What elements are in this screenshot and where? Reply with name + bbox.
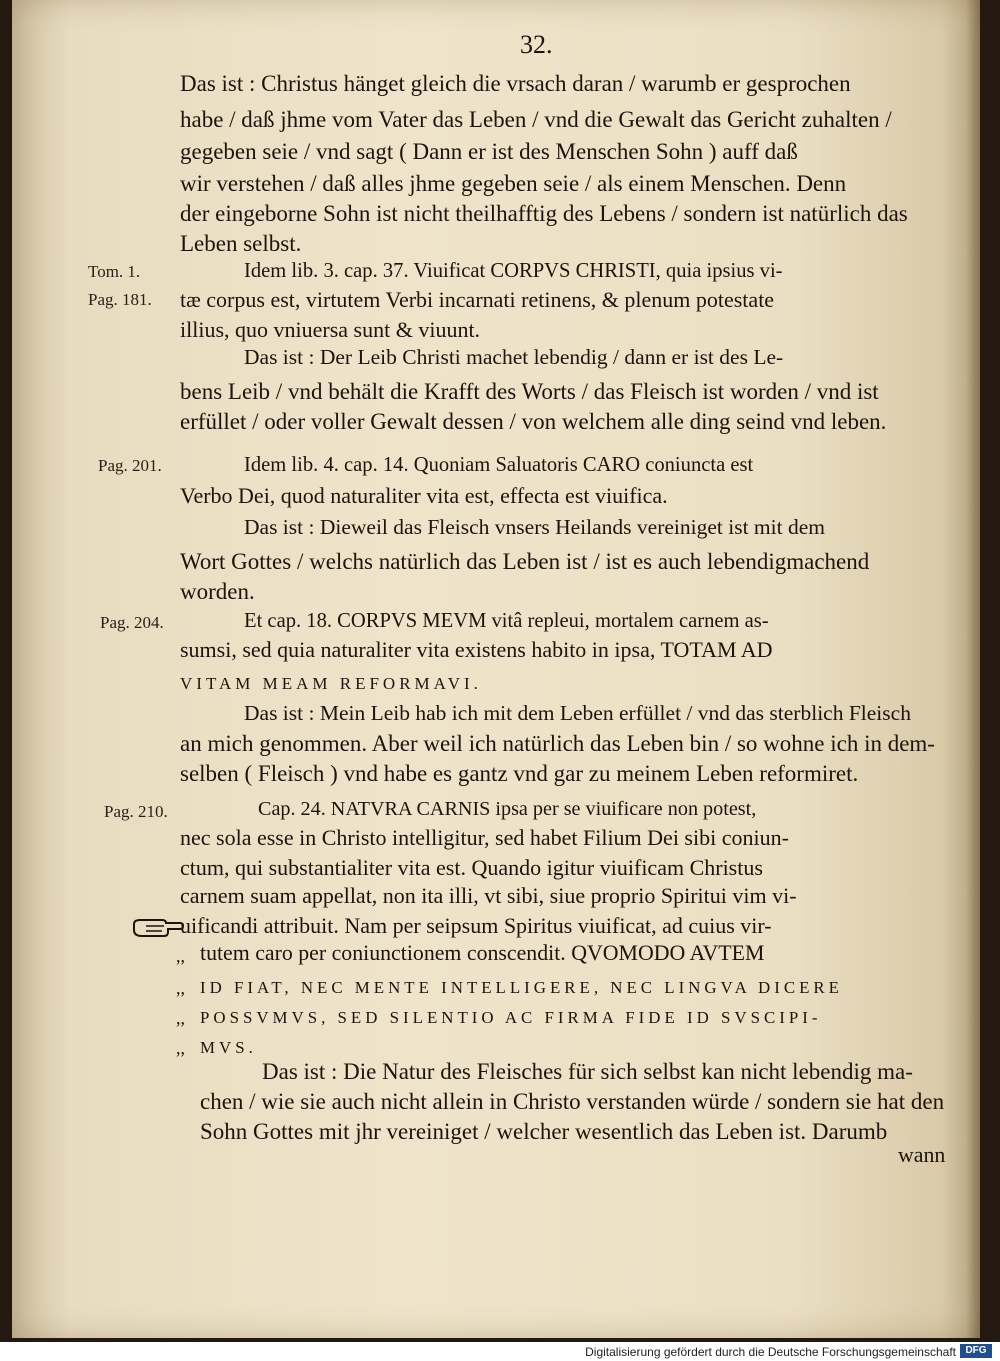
text-line: MVS. (200, 1038, 257, 1057)
text-line: tæ corpus est, virtutem Verbi incarnati retinens, & plenum potestate (180, 287, 775, 312)
quote-mark: ,, (176, 1038, 185, 1058)
text-line: Cap. 24. NATVRA CARNIS ipsa per se viuificare non potest, (258, 798, 757, 820)
page-number: 32. (520, 30, 553, 59)
text-line: uificandi attribuit. Nam per seipsum Spiritus viuificat, ad cuius vir- (180, 913, 772, 938)
quote-mark: ,, (176, 978, 185, 998)
margin-note-pag-204: Pag. 204. (100, 613, 164, 632)
margin-note-pag-201: Pag. 201. (98, 456, 162, 475)
text-line: carnem suam appellat, non ita illi, vt sibi, siue proprio Spiritui vim vi- (180, 883, 797, 908)
text-line: Das ist : Die Natur des Fleisches für sich selbst kan nicht lebendig ma- (262, 1059, 913, 1084)
text-line: selben ( Fleisch ) vnd habe es gantz vnd gar zu meinem Leben reformiret. (180, 761, 859, 786)
pointing-hand-icon (132, 916, 184, 942)
text-line: erfüllet / oder voller Gewalt dessen / von welchem alle ding seind vnd leben. (180, 409, 887, 434)
text-line: chen / wie sie auch nicht allein in Christo verstanden würde / sondern sie hat den (200, 1089, 945, 1114)
text-line: wir verstehen / daß alles jhme gegeben seie / als einem Menschen. Denn (180, 171, 847, 196)
text-line: Idem lib. 3. cap. 37. Viuificat CORPVS CHRISTI, quia ipsius vi- (244, 260, 783, 282)
text-line: Sohn Gottes mit jhr vereiniget / welcher wesentlich das Leben ist. Darumb (200, 1119, 888, 1144)
quote-mark: ,, (176, 946, 185, 966)
text-line: nec sola esse in Christo intelligitur, sed habet Filium Dei sibi coniun- (180, 825, 789, 850)
text-line: Verbo Dei, quod naturaliter vita est, effecta est viuifica. (180, 483, 668, 508)
digitization-credit: Digitalisierung gefördert durch die Deutsche Forschungsgemeinschaft (585, 1345, 956, 1359)
margin-note-pag-210: Pag. 210. (104, 802, 168, 821)
text-line: Idem lib. 4. cap. 14. Quoniam Saluatoris CARO coniuncta est (244, 454, 754, 476)
text-line: ctum, qui substantialiter vita est. Quando igitur viuificam Christus (180, 855, 763, 880)
text-line: Leben selbst. (180, 231, 302, 256)
text-line: Das ist : Der Leib Christi machet lebendig / dann er ist des Le- (244, 345, 784, 369)
text-line: Das ist : Christus hänget gleich die vrsach daran / warumb er gesprochen (180, 71, 851, 96)
quote-mark: ,, (176, 1008, 185, 1028)
text-line: sumsi, sed quia naturaliter vita existens habito in ipsa, TOTAM AD (180, 637, 773, 662)
margin-note-tom: Tom. 1. (88, 262, 141, 281)
text-line: worden. (180, 579, 255, 604)
text-line: illius, quo vniuersa sunt & viuunt. (180, 317, 481, 342)
text-line: Das ist : Dieweil das Fleisch vnsers Heilands vereiniget ist mit dem (244, 515, 825, 539)
text-line: VITAM MEAM REFORMAVI. (180, 674, 482, 693)
text-line: ID FIAT, NEC MENTE INTELLIGERE, NEC LINGVA DICERE (200, 978, 843, 997)
text-line: an mich genommen. Aber weil ich natürlich das Leben bin / so wohne ich in dem- (180, 731, 935, 756)
dfg-logo: DFG (960, 1344, 992, 1358)
text-line: Et cap. 18. CORPVS MEVM vitâ repleui, mortalem carnem as- (244, 610, 769, 632)
text-line: Das ist : Mein Leib hab ich mit dem Leben erfüllet / vnd das sterblich Fleisch (244, 701, 911, 725)
text-line: bens Leib / vnd behält die Krafft des Worts / das Fleisch ist worden / vnd ist (180, 379, 879, 404)
text-line: POSSVMVS, SED SILENTIO AC FIRMA FIDE ID SVSCIPI- (200, 1008, 822, 1027)
text-line: Wort Gottes / welchs natürlich das Leben ist / ist es auch lebendigmachend (180, 549, 870, 574)
text-line: der eingeborne Sohn ist nicht theilhafftig des Lebens / sondern ist natürlich das (180, 201, 908, 226)
text-line: habe / daß jhme vom Vater das Leben / vnd die Gewalt das Gericht zuhalten / (180, 107, 892, 132)
text-line: tutem caro per coniunctionem conscendit. QVOMODO AVTEM (200, 941, 765, 965)
text-line: gegeben seie / vnd sagt ( Dann er ist des Menschen Sohn ) auff daß (180, 139, 798, 164)
catchword: wann (898, 1143, 946, 1167)
margin-note-pag-181: Pag. 181. (88, 290, 152, 309)
page-edge-shadow (966, 0, 980, 1338)
